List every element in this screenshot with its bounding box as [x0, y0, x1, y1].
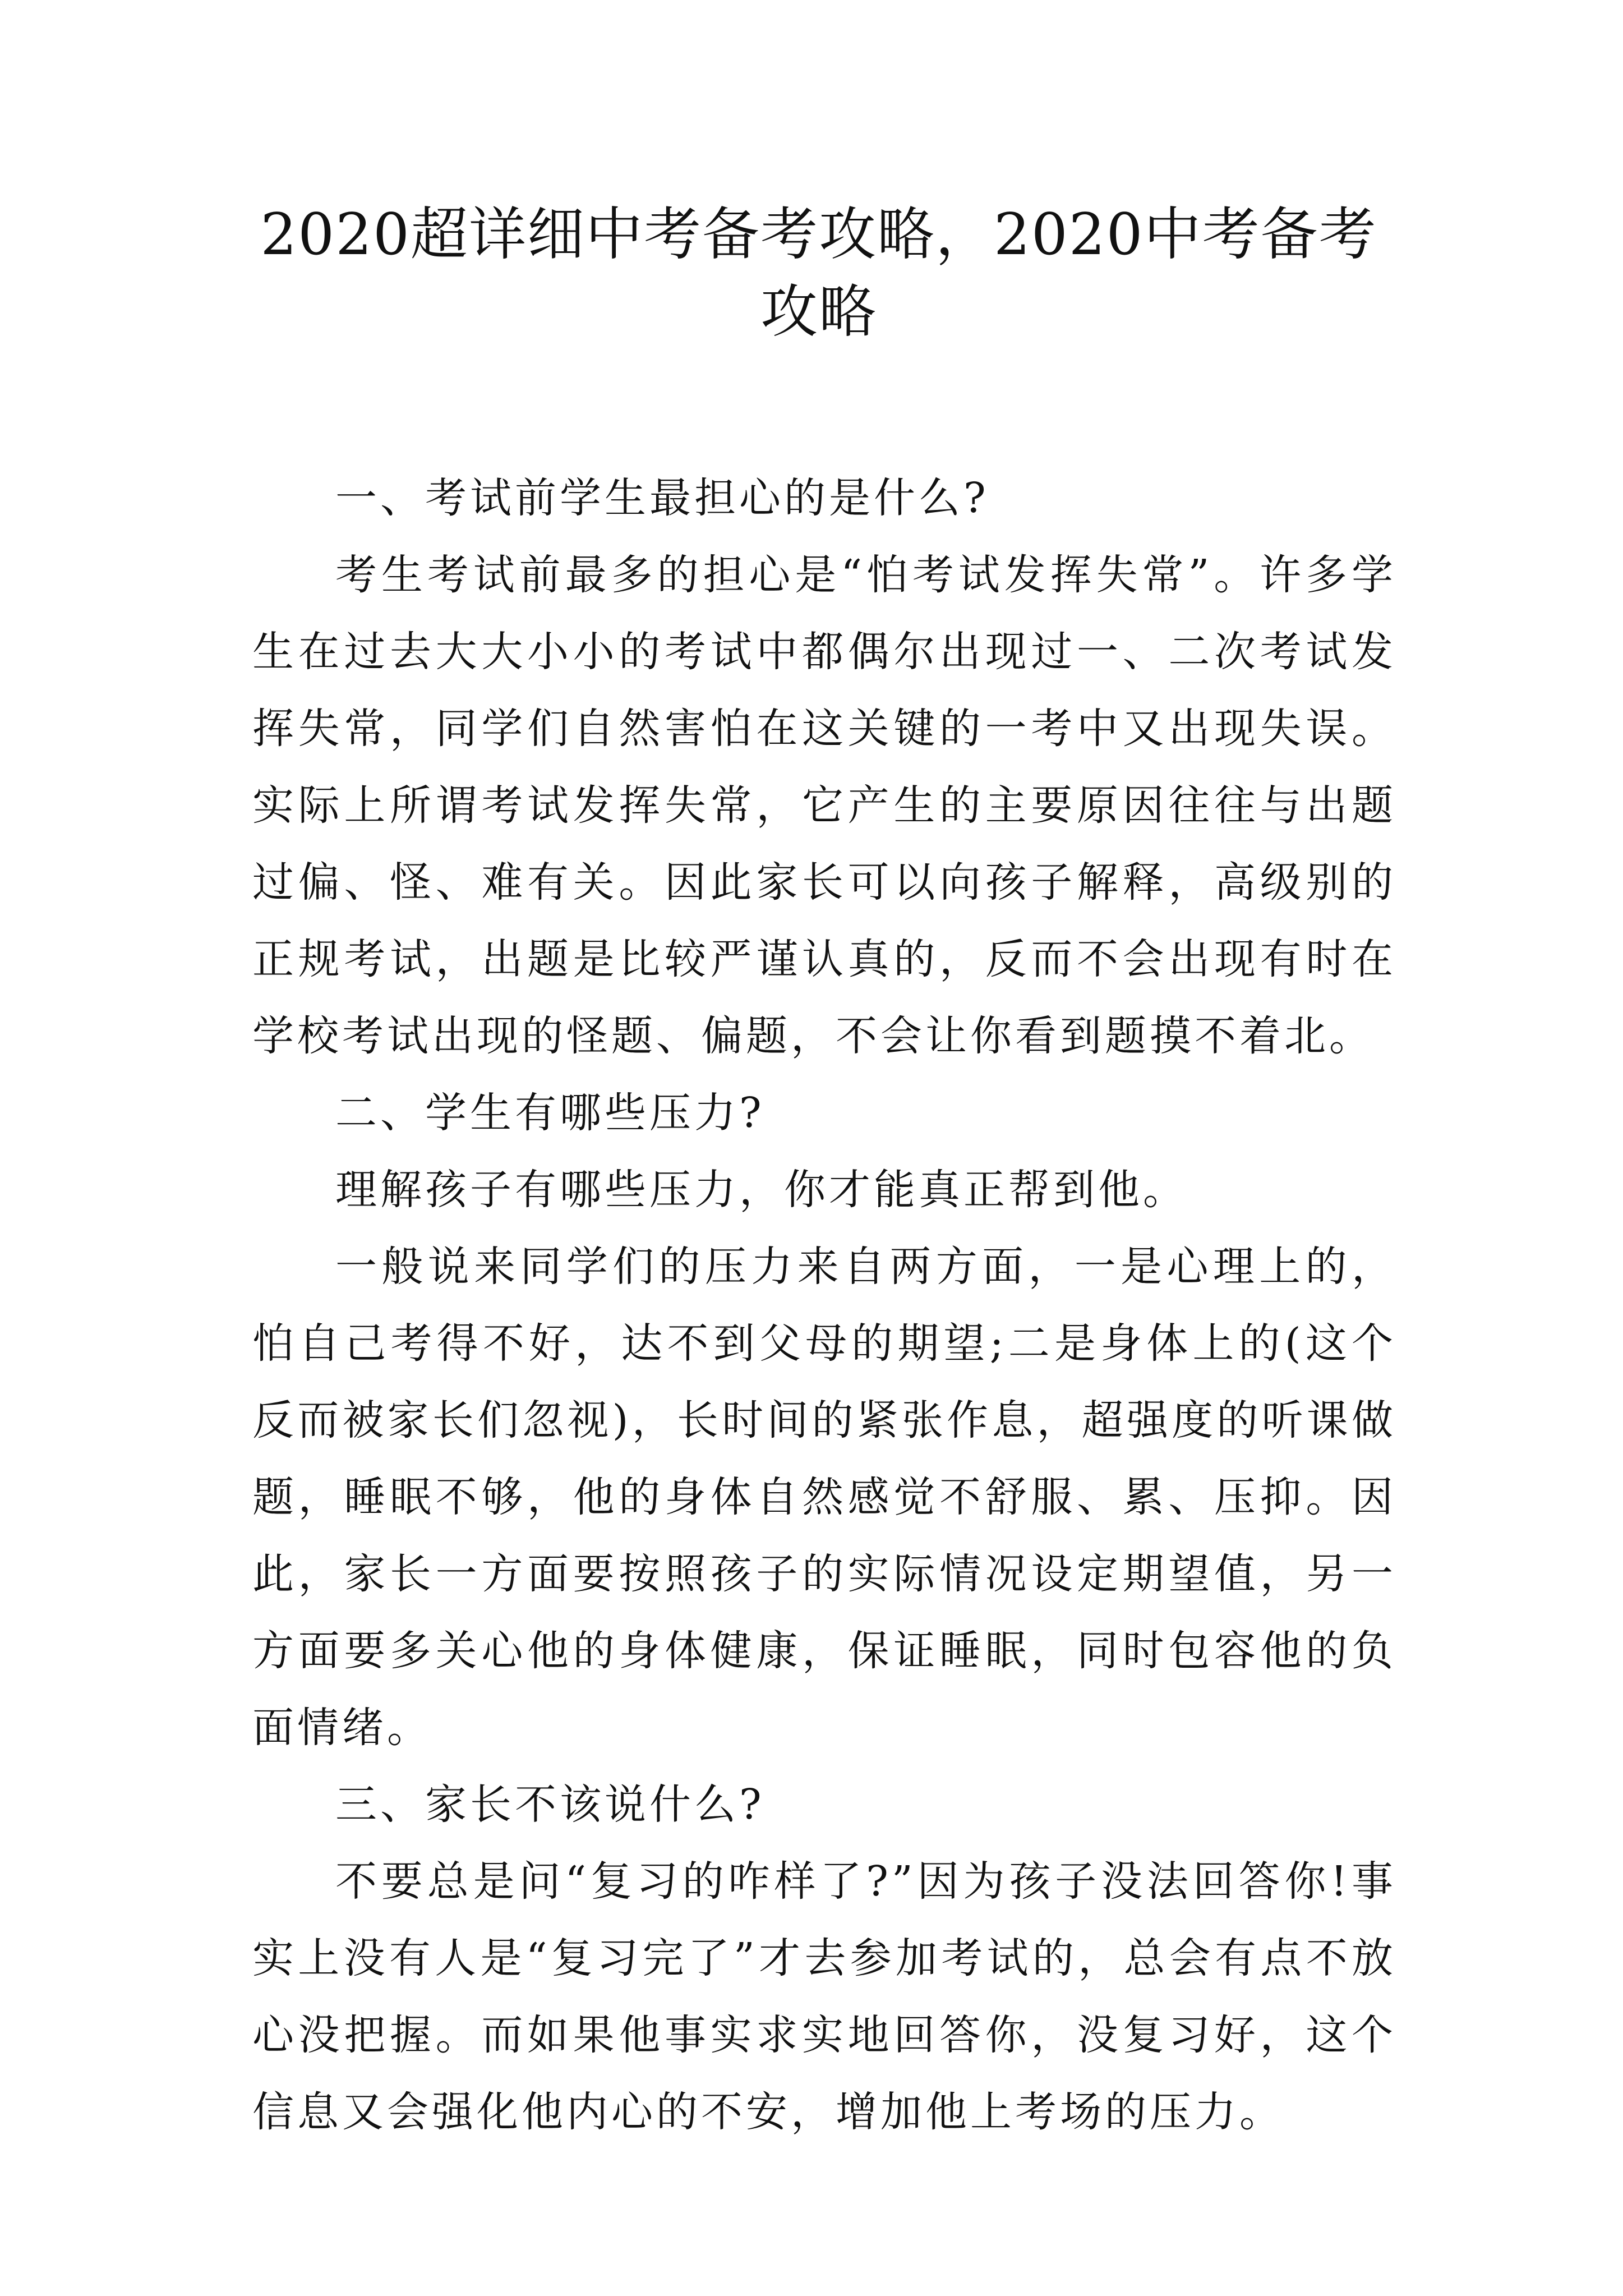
body-paragraph: 不要总是问“复习的咋样了?”因为孩子没法回答你!事实上没有人是“复习完了”才去参加考试的，总会有点不放心没把握。而如果他事实求实地回答你，没复习好，这个信息又会强化他内心的不安，增加他上考场的压力。 — [252, 1857, 1396, 2136]
body-paragraph: 考生考试前最多的担心是“怕考试发挥失常”。许多学生在过去大大小小的考试中都偶尔出现过一、二次考试发挥失常，同学们自然害怕在这关键的一考中又出现失误。实际上所谓考试发挥失常，它产生的主要原因往往与出题过偏、怪、难有关。因此家长可以向孩子解释，高级别的正规考试，出题是比较严谨认真的，反而不会出现有时在学校考试出现的怪题、偏题，不会让你看到题摸不着北。 — [252, 551, 1396, 1060]
document-body — [252, 460, 1396, 2151]
document-title: 2020超详细中考备考攻略，2020中考备考攻略 — [260, 201, 1377, 346]
body-paragraph: 理解孩子有哪些压力，你才能真正帮到他。 — [335, 1166, 1188, 1214]
body-paragraph: 一般说来同学们的压力来自两方面，一是心理上的，怕自己考得不好，达不到父母的期望;二是身体上的(这个反而被家长们忽视)，长时间的紧张作息，超强度的听课做题，睡眠不够，他的身体自然感觉不舒服、累、压抑。因此，家长一方面要按照孩子的实际情况设定期望值，另一方面要多关心他的身体健康，保证睡眠，同时包容他的负面情绪。 — [252, 1243, 1396, 1752]
section-heading-3: 三、家长不该说什么? — [335, 1780, 765, 1829]
section-heading-1: 一、考试前学生最担心的是什么? — [335, 474, 989, 522]
section-heading-2: 二、学生有哪些压力? — [335, 1089, 765, 1137]
